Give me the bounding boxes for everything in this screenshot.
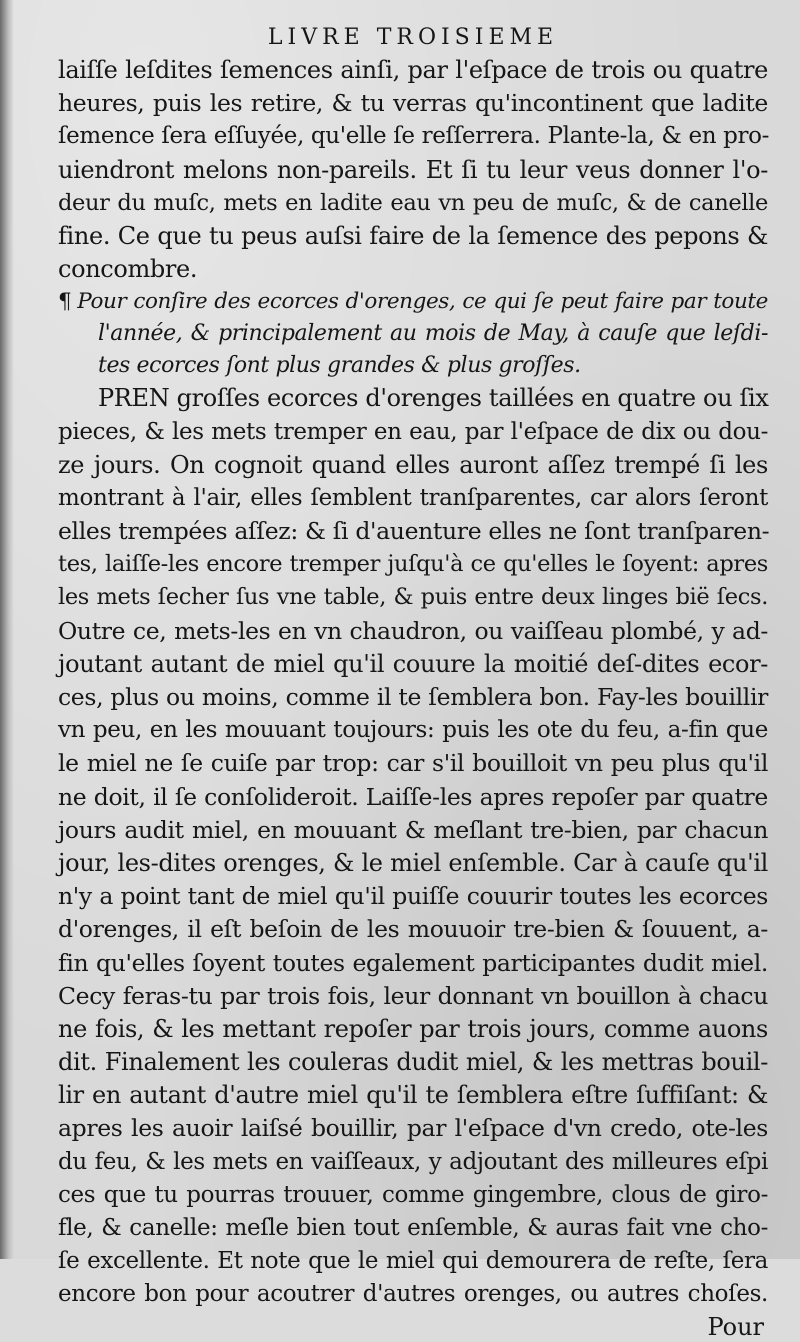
text-line: apres les auoir laiſsé bouillir, par l'eſpace d'vn credo, ote-les: [58, 1114, 768, 1143]
text-line: concombre.: [58, 255, 198, 284]
text-line: du feu, & les mets en vaiſſeaux, y adjoutant des milleures eſpi: [58, 1148, 768, 1175]
text-line: ze jours. On cognoit quand elles auront aſſez trempé ſi les: [58, 450, 768, 479]
rubric-text: Pour conſire des ecorces d'orenges, ce qui ſe peut faire par toute: [77, 289, 768, 315]
text-line: deur du muſc, mets en ladite eau vn peu de muſc, & de canelle: [58, 189, 768, 216]
text-line: PREN groſſes ecorces d'orenges taillées en quatre ou ſix: [98, 384, 769, 413]
text-line: encore bon pour acoutrer d'autres orenges, ou autres choſes.: [58, 1281, 768, 1308]
text-line: heures, puis les retire, & tu verras qu'incontinent que ladite: [58, 89, 768, 118]
text-line: joutant autant de miel qu'il couure la moitié deſ-dites ecor-: [58, 649, 768, 678]
text-line: Outre ce, mets-les en vn chaudron, ou vaiſſeau plombé, y ad-: [58, 616, 768, 645]
text-line: lir en autant d'autre miel qu'il te ſemblera eſtre ſuffiſant: &: [58, 1081, 768, 1110]
rubric-line: tes ecorces ſont plus grandes & plus groſſes.: [98, 353, 581, 379]
text-line: ces que tu pourras trouuer, comme gingembre, clous de giro-: [58, 1181, 768, 1208]
text-line: jours audit miel, en mouuant & meſlant tre-bien, par chacun: [58, 815, 768, 844]
rubric-line: l'année, & principalement au mois de May, à cauſe que leſdi-: [98, 321, 768, 347]
running-head: LIVRE TROISIEME: [267, 25, 559, 50]
text-line: le miel ne ſe cuiſe par trop: car s'il bouilloit vn peu plus qu'il: [58, 749, 768, 778]
text-line: d'orenges, il eſt beſoin de les mouuoir tre-bien & ſouuent, a-: [58, 915, 768, 944]
rubric-heading: [58, 286, 768, 382]
text-line: ces, plus ou moins, comme il te ſemblera bon. Fay-les bouillir: [58, 683, 768, 711]
text-line: fle, & canelle: meſle bien tout enſemble, & auras fait vne cho-: [58, 1215, 768, 1241]
text-line: uiendront melons non-pareils. Et ſi tu leur veus donner l'o-: [58, 155, 768, 184]
text-line: vn peu, en les mouuant toujours: puis les ote du feu, a-fin que: [58, 717, 768, 744]
text-line: n'y a point tant de miel qu'il puiſſe couurir toutes les ecorces: [58, 882, 768, 911]
paragraph-orange-peels: [58, 382, 768, 1311]
text-line: dit. Finalement les couleras dudit miel, & les mettras bouil-: [58, 1048, 768, 1077]
text-line: les mets ſecher ſus vne table, & puis entre deux linges bië ſecs.: [58, 584, 768, 611]
text-line: Cecy feras-tu par trois fois, leur donnant vn bouillon à chacu: [58, 981, 768, 1010]
text-line: montrant à l'air, elles ſemblent tranſparentes, car alors ſeront: [58, 484, 768, 511]
text-line: ne fois, & les mettant repoſer par trois jours, comme auons: [58, 1014, 768, 1043]
text-line: ſemence ſera eſſuyée, qu'elle ſe reſſerrera. Plante-la, & en pro-: [58, 123, 770, 150]
text-line: fine. Ce que tu peus auſsi faire de la ſemence des pepons &: [58, 221, 768, 250]
text-line: ſe excellente. Et note que le miel qui demourera de reſte, ſera: [58, 1248, 768, 1275]
text-line: pieces, & les mets tremper en eau, par l'eſpace de dix ou dou-: [58, 418, 768, 445]
text-line: ne doit, il ſe conſolideroit. Laiſſe-les apres repoſer par quatre: [58, 782, 768, 811]
paragraph-melons: [58, 54, 768, 286]
text-line: elles trempées aſſez: & ſi d'auenture elles ne ſont tranſparen-: [58, 517, 770, 546]
text-line: jour, les-dites orenges, & le miel enſemble. Car à cauſe qu'il: [58, 848, 768, 877]
binding-gutter-shadow: [0, 0, 14, 1259]
text-line: laiſſe leſdites ſemences ainſi, par l'eſpace de trois ou quatre: [58, 56, 768, 84]
text-line: tes, laiſſe-les encore tremper juſqu'à ce qu'elles le ſoyent: apres: [58, 551, 768, 578]
catchword: Pour: [707, 1312, 764, 1341]
text-line: fin qu'elles ſoyent toutes egalement participantes dudit miel.: [58, 948, 768, 977]
rubric-line: [58, 286, 768, 318]
pilcrow-icon: ¶: [58, 289, 72, 315]
